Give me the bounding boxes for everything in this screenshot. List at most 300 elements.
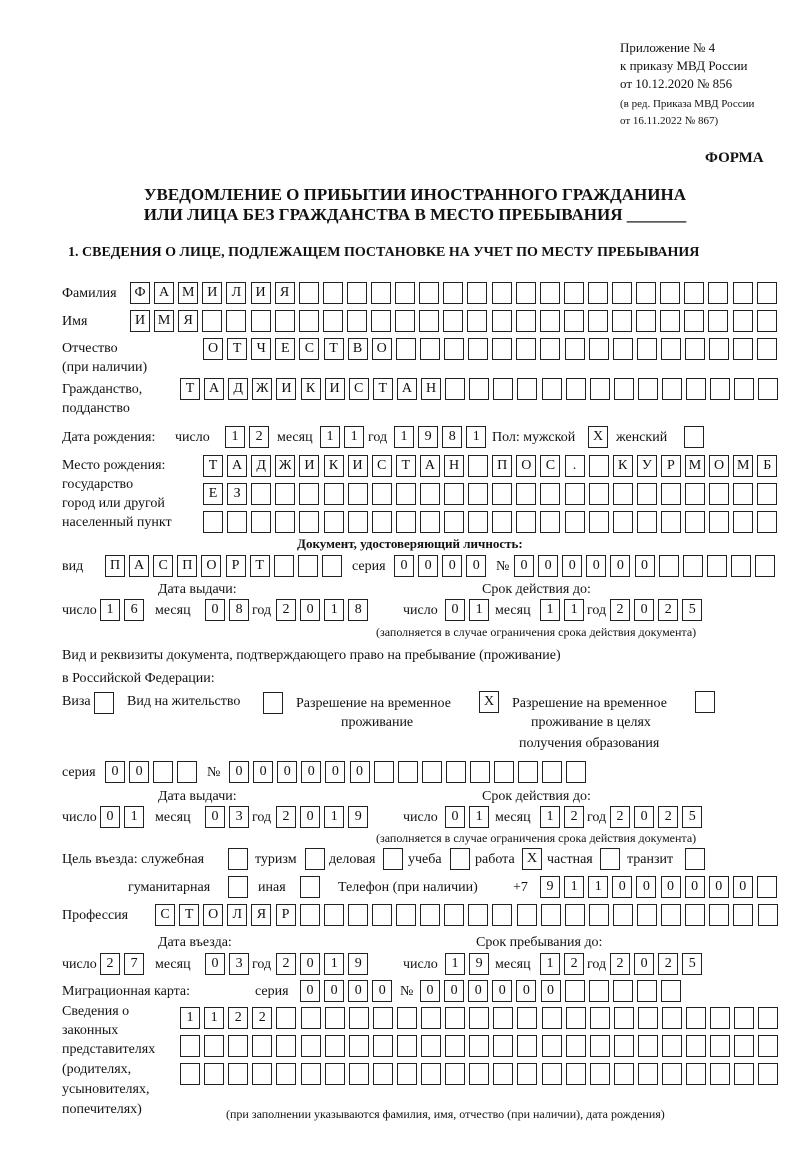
- char-cell[interactable]: 9: [418, 426, 438, 448]
- char-cell[interactable]: [420, 904, 440, 926]
- char-cell[interactable]: К: [613, 455, 633, 477]
- char-cell[interactable]: [686, 1007, 706, 1029]
- char-cell[interactable]: 1: [564, 876, 584, 898]
- char-cell[interactable]: [590, 1007, 610, 1029]
- char-cell[interactable]: [695, 691, 715, 713]
- char-cell[interactable]: [516, 282, 536, 304]
- right-valid-day-field[interactable]: [445, 806, 493, 828]
- char-cell[interactable]: А: [420, 455, 440, 477]
- char-cell[interactable]: [493, 1035, 513, 1057]
- char-cell[interactable]: [298, 555, 318, 577]
- id-issue-year-field[interactable]: [276, 599, 372, 621]
- char-cell[interactable]: [419, 310, 439, 332]
- char-cell[interactable]: [228, 876, 248, 898]
- char-cell[interactable]: 0: [514, 555, 534, 577]
- right-number-field[interactable]: [229, 761, 591, 783]
- char-cell[interactable]: 0: [277, 761, 297, 783]
- char-cell[interactable]: А: [129, 555, 149, 577]
- stay-day-field[interactable]: [445, 953, 493, 975]
- char-cell[interactable]: Р: [276, 904, 296, 926]
- char-cell[interactable]: Е: [203, 483, 223, 505]
- char-cell[interactable]: [468, 511, 488, 533]
- char-cell[interactable]: [683, 555, 703, 577]
- char-cell[interactable]: [757, 483, 777, 505]
- char-cell[interactable]: 0: [610, 555, 630, 577]
- char-cell[interactable]: 2: [564, 806, 584, 828]
- char-cell[interactable]: М: [733, 455, 753, 477]
- char-cell[interactable]: [516, 338, 536, 360]
- char-cell[interactable]: [684, 426, 704, 448]
- char-cell[interactable]: [227, 511, 247, 533]
- char-cell[interactable]: 1: [469, 806, 489, 828]
- char-cell[interactable]: 1: [588, 876, 608, 898]
- char-cell[interactable]: 0: [300, 980, 320, 1002]
- char-cell[interactable]: [517, 378, 537, 400]
- char-cell[interactable]: И: [348, 455, 368, 477]
- char-cell[interactable]: [637, 483, 657, 505]
- char-cell[interactable]: [685, 338, 705, 360]
- char-cell[interactable]: [228, 1063, 248, 1085]
- char-cell[interactable]: [469, 1007, 489, 1029]
- char-cell[interactable]: [734, 1035, 754, 1057]
- char-cell[interactable]: 8: [348, 599, 368, 621]
- char-cell[interactable]: 1: [469, 599, 489, 621]
- char-cell[interactable]: 0: [372, 980, 392, 1002]
- char-cell[interactable]: 0: [253, 761, 273, 783]
- char-cell[interactable]: Т: [324, 338, 344, 360]
- char-cell[interactable]: 9: [348, 953, 368, 975]
- char-cell[interactable]: Т: [179, 904, 199, 926]
- char-cell[interactable]: [661, 338, 681, 360]
- char-cell[interactable]: 2: [610, 599, 630, 621]
- right-issue-year-field[interactable]: [276, 806, 372, 828]
- char-cell[interactable]: Е: [275, 338, 295, 360]
- char-cell[interactable]: [180, 1035, 200, 1057]
- id-valid-day-field[interactable]: [445, 599, 493, 621]
- char-cell[interactable]: [420, 511, 440, 533]
- char-cell[interactable]: [588, 310, 608, 332]
- char-cell[interactable]: 1: [124, 806, 144, 828]
- char-cell[interactable]: [565, 904, 585, 926]
- char-cell[interactable]: [637, 511, 657, 533]
- char-cell[interactable]: [638, 1007, 658, 1029]
- purpose-study-checkbox[interactable]: [450, 848, 474, 870]
- char-cell[interactable]: [443, 310, 463, 332]
- char-cell[interactable]: 2: [564, 953, 584, 975]
- char-cell[interactable]: [517, 904, 537, 926]
- char-cell[interactable]: [758, 904, 778, 926]
- char-cell[interactable]: [662, 1007, 682, 1029]
- char-cell[interactable]: [661, 980, 681, 1002]
- purpose-official-checkbox[interactable]: [228, 848, 252, 870]
- char-cell[interactable]: А: [227, 455, 247, 477]
- char-cell[interactable]: [450, 848, 470, 870]
- char-cell[interactable]: [636, 282, 656, 304]
- char-cell[interactable]: 0: [661, 876, 681, 898]
- birthplace-field-3[interactable]: [203, 511, 781, 533]
- char-cell[interactable]: [492, 483, 512, 505]
- char-cell[interactable]: [709, 511, 729, 533]
- char-cell[interactable]: [371, 282, 391, 304]
- char-cell[interactable]: [542, 761, 562, 783]
- char-cell[interactable]: [299, 310, 319, 332]
- char-cell[interactable]: А: [204, 378, 224, 400]
- char-cell[interactable]: [446, 761, 466, 783]
- char-cell[interactable]: 1: [100, 599, 120, 621]
- char-cell[interactable]: [444, 904, 464, 926]
- char-cell[interactable]: Д: [251, 455, 271, 477]
- purpose-business-checkbox[interactable]: [383, 848, 407, 870]
- char-cell[interactable]: [518, 761, 538, 783]
- female-checkbox[interactable]: [684, 426, 708, 448]
- char-cell[interactable]: [566, 1035, 586, 1057]
- char-cell[interactable]: [589, 511, 609, 533]
- char-cell[interactable]: [707, 555, 727, 577]
- char-cell[interactable]: [421, 1063, 441, 1085]
- char-cell[interactable]: 0: [105, 761, 125, 783]
- phone-field[interactable]: [540, 876, 781, 898]
- char-cell[interactable]: [614, 1063, 634, 1085]
- char-cell[interactable]: 0: [420, 980, 440, 1002]
- char-cell[interactable]: [684, 310, 704, 332]
- char-cell[interactable]: [638, 1035, 658, 1057]
- char-cell[interactable]: [226, 310, 246, 332]
- char-cell[interactable]: [565, 980, 585, 1002]
- char-cell[interactable]: [637, 980, 657, 1002]
- char-cell[interactable]: [324, 511, 344, 533]
- char-cell[interactable]: [444, 511, 464, 533]
- char-cell[interactable]: [517, 1007, 537, 1029]
- char-cell[interactable]: [614, 378, 634, 400]
- char-cell[interactable]: [347, 310, 367, 332]
- visa-checkbox[interactable]: [94, 692, 118, 714]
- char-cell[interactable]: [662, 1063, 682, 1085]
- right-series-field[interactable]: [105, 761, 201, 783]
- char-cell[interactable]: С: [540, 455, 560, 477]
- char-cell[interactable]: [686, 1035, 706, 1057]
- char-cell[interactable]: 0: [442, 555, 462, 577]
- char-cell[interactable]: 2: [252, 1007, 272, 1029]
- char-cell[interactable]: [757, 876, 777, 898]
- char-cell[interactable]: [372, 483, 392, 505]
- char-cell[interactable]: 0: [733, 876, 753, 898]
- char-cell[interactable]: И: [299, 455, 319, 477]
- char-cell[interactable]: [566, 1063, 586, 1085]
- char-cell[interactable]: [445, 1063, 465, 1085]
- char-cell[interactable]: 3: [229, 953, 249, 975]
- char-cell[interactable]: [204, 1063, 224, 1085]
- char-cell[interactable]: [757, 511, 777, 533]
- char-cell[interactable]: К: [324, 455, 344, 477]
- char-cell[interactable]: 3: [229, 806, 249, 828]
- purpose-other-checkbox[interactable]: [300, 876, 324, 898]
- char-cell[interactable]: 0: [612, 876, 632, 898]
- char-cell[interactable]: [263, 692, 283, 714]
- char-cell[interactable]: Н: [421, 378, 441, 400]
- char-cell[interactable]: Ф: [130, 282, 150, 304]
- char-cell[interactable]: [204, 1035, 224, 1057]
- char-cell[interactable]: 1: [394, 426, 414, 448]
- char-cell[interactable]: 1: [445, 953, 465, 975]
- char-cell[interactable]: .: [565, 455, 585, 477]
- char-cell[interactable]: А: [154, 282, 174, 304]
- char-cell[interactable]: [684, 282, 704, 304]
- char-cell[interactable]: Ч: [251, 338, 271, 360]
- reps-field-1[interactable]: [180, 1007, 783, 1029]
- char-cell[interactable]: [734, 378, 754, 400]
- char-cell[interactable]: [685, 848, 705, 870]
- char-cell[interactable]: [589, 455, 609, 477]
- patronymic-field[interactable]: [203, 338, 781, 360]
- char-cell[interactable]: [349, 1007, 369, 1029]
- char-cell[interactable]: [709, 904, 729, 926]
- char-cell[interactable]: [637, 338, 657, 360]
- char-cell[interactable]: [734, 1063, 754, 1085]
- surname-field[interactable]: [130, 282, 781, 304]
- char-cell[interactable]: 1: [225, 426, 245, 448]
- char-cell[interactable]: 2: [276, 953, 296, 975]
- char-cell[interactable]: [305, 848, 325, 870]
- char-cell[interactable]: П: [105, 555, 125, 577]
- char-cell[interactable]: [299, 483, 319, 505]
- char-cell[interactable]: [492, 338, 512, 360]
- char-cell[interactable]: [757, 310, 777, 332]
- char-cell[interactable]: 1: [540, 599, 560, 621]
- char-cell[interactable]: 0: [100, 806, 120, 828]
- char-cell[interactable]: О: [203, 338, 223, 360]
- entry-month-field[interactable]: [205, 953, 253, 975]
- char-cell[interactable]: Я: [275, 282, 295, 304]
- char-cell[interactable]: 1: [540, 953, 560, 975]
- char-cell[interactable]: С: [153, 555, 173, 577]
- char-cell[interactable]: [542, 378, 562, 400]
- char-cell[interactable]: [421, 1007, 441, 1029]
- male-checkbox[interactable]: [588, 426, 612, 448]
- char-cell[interactable]: [445, 1007, 465, 1029]
- birthplace-field-1[interactable]: [203, 455, 781, 477]
- char-cell[interactable]: [372, 904, 392, 926]
- char-cell[interactable]: [758, 378, 778, 400]
- char-cell[interactable]: [517, 1035, 537, 1057]
- char-cell[interactable]: [685, 904, 705, 926]
- char-cell[interactable]: [324, 904, 344, 926]
- profession-field[interactable]: [155, 904, 782, 926]
- id-valid-month-field[interactable]: [540, 599, 588, 621]
- char-cell[interactable]: [660, 310, 680, 332]
- right-issue-day-field[interactable]: [100, 806, 148, 828]
- char-cell[interactable]: [276, 1063, 296, 1085]
- char-cell[interactable]: 0: [516, 980, 536, 1002]
- reps-field-2[interactable]: [180, 1035, 783, 1057]
- char-cell[interactable]: И: [276, 378, 296, 400]
- char-cell[interactable]: [371, 310, 391, 332]
- char-cell[interactable]: [589, 904, 609, 926]
- char-cell[interactable]: [540, 511, 560, 533]
- char-cell[interactable]: [395, 282, 415, 304]
- char-cell[interactable]: [301, 1007, 321, 1029]
- char-cell[interactable]: 6: [124, 599, 144, 621]
- char-cell[interactable]: 0: [445, 599, 465, 621]
- char-cell[interactable]: [276, 1035, 296, 1057]
- char-cell[interactable]: [251, 483, 271, 505]
- purpose-work-checkbox[interactable]: [522, 848, 546, 870]
- char-cell[interactable]: [638, 378, 658, 400]
- char-cell[interactable]: [153, 761, 173, 783]
- char-cell[interactable]: [660, 282, 680, 304]
- char-cell[interactable]: [564, 310, 584, 332]
- char-cell[interactable]: [662, 1035, 682, 1057]
- char-cell[interactable]: [301, 1035, 321, 1057]
- char-cell[interactable]: [710, 378, 730, 400]
- char-cell[interactable]: 1: [324, 806, 344, 828]
- char-cell[interactable]: [710, 1007, 730, 1029]
- char-cell[interactable]: [708, 282, 728, 304]
- char-cell[interactable]: [228, 1035, 248, 1057]
- char-cell[interactable]: [516, 310, 536, 332]
- char-cell[interactable]: [733, 282, 753, 304]
- char-cell[interactable]: М: [154, 310, 174, 332]
- char-cell[interactable]: 0: [394, 555, 414, 577]
- char-cell[interactable]: [374, 761, 394, 783]
- name-field[interactable]: [130, 310, 781, 332]
- char-cell[interactable]: [467, 310, 487, 332]
- char-cell[interactable]: [299, 282, 319, 304]
- char-cell[interactable]: [469, 1063, 489, 1085]
- char-cell[interactable]: 1: [344, 426, 364, 448]
- char-cell[interactable]: [614, 1035, 634, 1057]
- char-cell[interactable]: Р: [661, 455, 681, 477]
- birthplace-field-2[interactable]: [203, 483, 781, 505]
- char-cell[interactable]: [373, 1063, 393, 1085]
- char-cell[interactable]: 2: [100, 953, 120, 975]
- char-cell[interactable]: [420, 483, 440, 505]
- char-cell[interactable]: [300, 876, 320, 898]
- char-cell[interactable]: 0: [350, 761, 370, 783]
- right-valid-year-field[interactable]: [610, 806, 706, 828]
- char-cell[interactable]: [445, 1035, 465, 1057]
- purpose-private-checkbox[interactable]: [600, 848, 624, 870]
- char-cell[interactable]: [566, 378, 586, 400]
- char-cell[interactable]: [493, 1063, 513, 1085]
- char-cell[interactable]: Т: [203, 455, 223, 477]
- char-cell[interactable]: 2: [658, 599, 678, 621]
- char-cell[interactable]: Д: [228, 378, 248, 400]
- char-cell[interactable]: 0: [635, 555, 655, 577]
- char-cell[interactable]: [325, 1007, 345, 1029]
- char-cell[interactable]: [542, 1063, 562, 1085]
- char-cell[interactable]: [662, 378, 682, 400]
- char-cell[interactable]: Н: [444, 455, 464, 477]
- char-cell[interactable]: [542, 1035, 562, 1057]
- id-issue-month-field[interactable]: [205, 599, 253, 621]
- char-cell[interactable]: [613, 980, 633, 1002]
- char-cell[interactable]: [443, 282, 463, 304]
- id-number-field[interactable]: [514, 555, 779, 577]
- char-cell[interactable]: 0: [129, 761, 149, 783]
- char-cell[interactable]: [708, 310, 728, 332]
- char-cell[interactable]: [758, 1035, 778, 1057]
- char-cell[interactable]: 2: [610, 806, 630, 828]
- char-cell[interactable]: Л: [226, 282, 246, 304]
- char-cell[interactable]: [589, 980, 609, 1002]
- char-cell[interactable]: [517, 1063, 537, 1085]
- char-cell[interactable]: [275, 483, 295, 505]
- char-cell[interactable]: [733, 904, 753, 926]
- char-cell[interactable]: 5: [682, 806, 702, 828]
- char-cell[interactable]: 2: [228, 1007, 248, 1029]
- char-cell[interactable]: [252, 1063, 272, 1085]
- char-cell[interactable]: [493, 1007, 513, 1029]
- char-cell[interactable]: Я: [178, 310, 198, 332]
- char-cell[interactable]: [251, 511, 271, 533]
- char-cell[interactable]: [468, 904, 488, 926]
- char-cell[interactable]: [709, 483, 729, 505]
- char-cell[interactable]: [733, 338, 753, 360]
- char-cell[interactable]: М: [178, 282, 198, 304]
- char-cell[interactable]: Т: [227, 338, 247, 360]
- char-cell[interactable]: [348, 511, 368, 533]
- char-cell[interactable]: [274, 555, 294, 577]
- char-cell[interactable]: [731, 555, 751, 577]
- char-cell[interactable]: [733, 483, 753, 505]
- char-cell[interactable]: [590, 1035, 610, 1057]
- char-cell[interactable]: О: [372, 338, 392, 360]
- char-cell[interactable]: [564, 282, 584, 304]
- char-cell[interactable]: [541, 904, 561, 926]
- char-cell[interactable]: Т: [180, 378, 200, 400]
- purpose-humanitarian-checkbox[interactable]: [228, 876, 252, 898]
- char-cell[interactable]: [396, 483, 416, 505]
- char-cell[interactable]: 0: [205, 953, 225, 975]
- char-cell[interactable]: 0: [324, 980, 344, 1002]
- char-cell[interactable]: [180, 1063, 200, 1085]
- citizenship-field[interactable]: [180, 378, 783, 400]
- char-cell[interactable]: [275, 511, 295, 533]
- char-cell[interactable]: [372, 511, 392, 533]
- char-cell[interactable]: [614, 1007, 634, 1029]
- birth-year-field[interactable]: [394, 426, 490, 448]
- char-cell[interactable]: [469, 1035, 489, 1057]
- char-cell[interactable]: [758, 1007, 778, 1029]
- char-cell[interactable]: [757, 338, 777, 360]
- char-cell[interactable]: [422, 761, 442, 783]
- char-cell[interactable]: [590, 378, 610, 400]
- char-cell[interactable]: [324, 483, 344, 505]
- char-cell[interactable]: [445, 378, 465, 400]
- char-cell[interactable]: [540, 282, 560, 304]
- char-cell[interactable]: [252, 1035, 272, 1057]
- char-cell[interactable]: 5: [682, 953, 702, 975]
- char-cell[interactable]: [276, 1007, 296, 1029]
- char-cell[interactable]: X: [522, 848, 542, 870]
- char-cell[interactable]: [709, 338, 729, 360]
- char-cell[interactable]: [659, 555, 679, 577]
- char-cell[interactable]: 0: [300, 953, 320, 975]
- char-cell[interactable]: У: [637, 455, 657, 477]
- char-cell[interactable]: [444, 483, 464, 505]
- entry-year-field[interactable]: [276, 953, 372, 975]
- char-cell[interactable]: И: [251, 282, 271, 304]
- char-cell[interactable]: 2: [249, 426, 269, 448]
- char-cell[interactable]: М: [685, 455, 705, 477]
- birth-day-field[interactable]: [225, 426, 273, 448]
- right-issue-month-field[interactable]: [205, 806, 253, 828]
- id-valid-year-field[interactable]: [610, 599, 706, 621]
- reps-field-3[interactable]: [180, 1063, 783, 1085]
- char-cell[interactable]: [613, 483, 633, 505]
- char-cell[interactable]: 0: [634, 806, 654, 828]
- char-cell[interactable]: [468, 338, 488, 360]
